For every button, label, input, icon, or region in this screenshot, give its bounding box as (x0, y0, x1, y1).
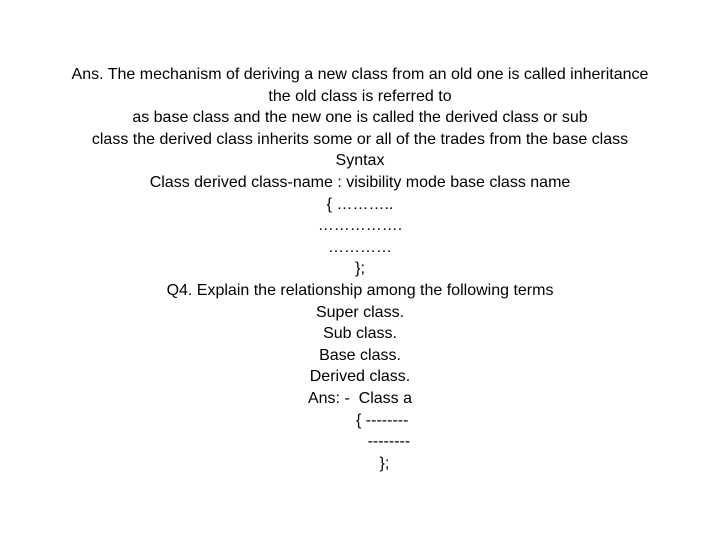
term-sub-class: Sub class. (323, 325, 397, 343)
term-super-class: Super class. (315, 303, 405, 321)
term-base-class: Base class. (319, 346, 401, 364)
document-body (0, 64, 720, 474)
answer-definition-line-1: Ans. The mechanism of deriving a new class from an old one is called inheritance (71, 66, 649, 83)
answer-definition-line-2: the old class is referred to (268, 87, 452, 105)
question-4: Q4. Explain the relationship among the following terms (166, 281, 554, 299)
syntax-body-close: }; (355, 260, 365, 278)
answer-definition-line-4: class the derived class inherits some or all of the trades from the base class (91, 130, 629, 148)
syntax-body-open: { ……….. (326, 195, 394, 213)
term-derived-class: Derived class. (309, 368, 411, 386)
syntax-body-line-2: ………… (328, 238, 392, 256)
syntax-declaration: Class derived class-name : visibility mode base class name (149, 173, 571, 191)
class-a-body-close: }; (330, 454, 390, 472)
syntax-body-line-1: ……………. (317, 217, 403, 235)
syntax-heading: Syntax (335, 152, 385, 170)
class-a-body-open: { -------- (311, 411, 409, 429)
answer-class-a: Ans: - Class a (307, 389, 413, 407)
class-a-body-line: -------- (309, 433, 411, 451)
answer-definition-line-3: as base class and the new one is called the derived class or sub (132, 109, 588, 127)
